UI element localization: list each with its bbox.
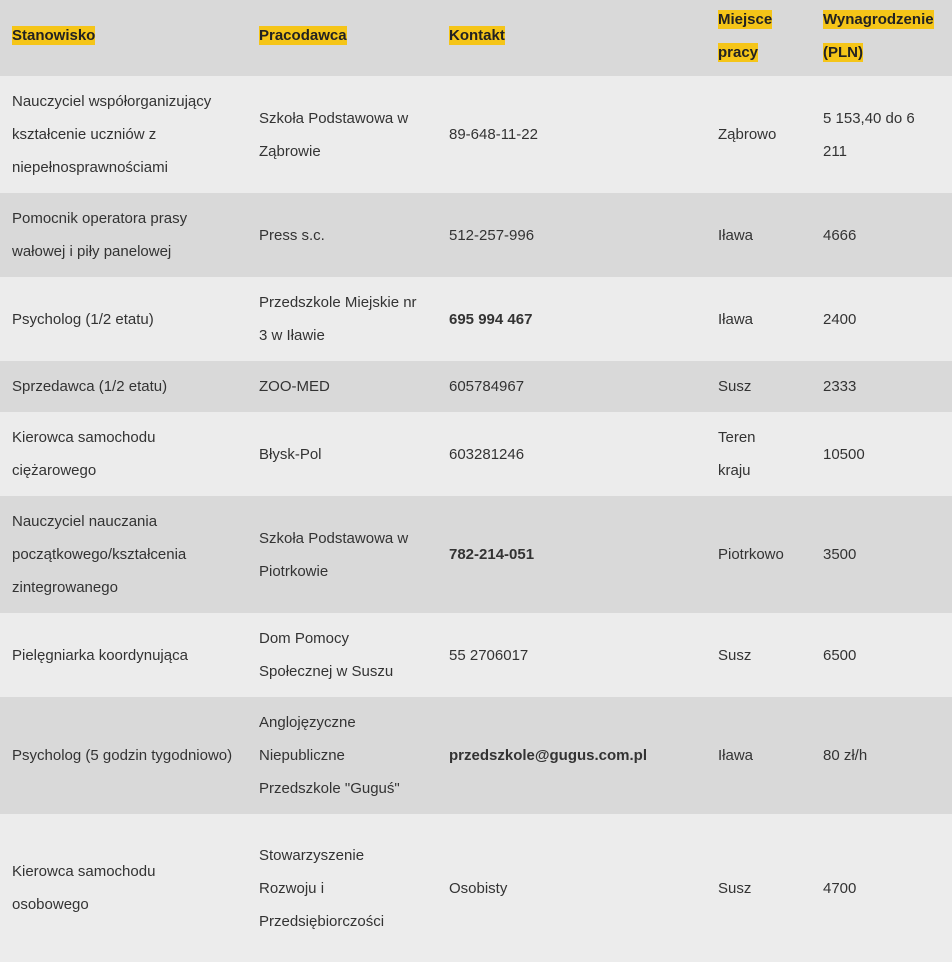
header-contact: Kontakt bbox=[449, 27, 505, 44]
cell-position: Nauczyciel nauczania początkowego/kształcenia zintegrowanego bbox=[12, 513, 187, 596]
cell-contact: 89-648-11-22 bbox=[449, 126, 538, 143]
table-header bbox=[0, 0, 952, 76]
table-row bbox=[0, 361, 952, 412]
table-row bbox=[0, 697, 952, 814]
table-row bbox=[0, 496, 952, 613]
table-row bbox=[0, 76, 952, 193]
cell-position: Sprzedawca (1/2 etatu) bbox=[12, 378, 168, 395]
cell-salary: 5 153,40 do 6 211 bbox=[823, 109, 915, 160]
cell-salary: 2333 bbox=[823, 378, 857, 395]
cell-location: Susz bbox=[718, 879, 752, 897]
cell-employer: Przedszkole Miejskie nr 3 w Iławie bbox=[259, 294, 417, 344]
header-position: Stanowisko bbox=[12, 27, 96, 44]
cell-salary: 4666 bbox=[823, 226, 857, 244]
cell-employer: Anglojęzyczne Niepubliczne Przedszkole "Guguś" bbox=[259, 714, 400, 797]
cell-location: Iława bbox=[718, 226, 754, 244]
table-body bbox=[0, 76, 952, 962]
cell-location: Iława bbox=[718, 747, 754, 764]
cell-location: Teren kraju bbox=[718, 429, 756, 479]
cell-position: Pielęgniarka koordynująca bbox=[12, 646, 188, 664]
cell-location: Piotrkowo bbox=[718, 546, 784, 563]
table-row bbox=[0, 613, 952, 697]
cell-contact: Osobisty bbox=[449, 879, 508, 897]
cell-employer: Stowarzyszenie Rozwoju i Przedsiębiorczości bbox=[259, 846, 385, 930]
cell-contact[interactable]: 695 994 467 bbox=[449, 310, 533, 328]
cell-location: Iława bbox=[718, 310, 754, 328]
cell-salary: 10500 bbox=[823, 445, 865, 463]
header-employer: Pracodawca bbox=[259, 27, 347, 44]
cell-employer: Szkoła Podstawowa w Ząbrowie bbox=[259, 109, 409, 160]
cell-position: Kierowca samochodu osobowego bbox=[12, 863, 156, 913]
cell-employer: Press s.c. bbox=[259, 226, 325, 244]
table-row bbox=[0, 412, 952, 496]
cell-position: Kierowca samochodu ciężarowego bbox=[12, 429, 156, 479]
cell-employer: ZOO-MED bbox=[259, 378, 330, 395]
cell-position: Nauczyciel współorganizujący kształcenie uczniów z niepełnosprawnościami bbox=[12, 93, 212, 176]
table-row bbox=[0, 193, 952, 277]
cell-salary: 6500 bbox=[823, 646, 857, 664]
cell-salary: 80 zł/h bbox=[823, 747, 868, 764]
cell-position: Psycholog (5 godzin tygodniowo) bbox=[12, 747, 233, 764]
cell-contact[interactable]: przedszkole@gugus.com.pl bbox=[449, 747, 647, 764]
table-row bbox=[0, 277, 952, 361]
cell-employer: Dom Pomocy Społecznej w Suszu bbox=[259, 630, 394, 680]
cell-position: Psycholog (1/2 etatu) bbox=[12, 310, 154, 328]
cell-contact: 512-257-996 bbox=[449, 226, 535, 244]
cell-salary: 4700 bbox=[823, 879, 857, 897]
cell-employer: Błysk-Pol bbox=[259, 445, 322, 463]
table-row bbox=[0, 814, 952, 962]
header-location: Miejsce pracy bbox=[718, 10, 773, 61]
cell-location: Susz bbox=[718, 378, 752, 395]
cell-salary: 2400 bbox=[823, 310, 857, 328]
header-row bbox=[0, 0, 952, 76]
cell-location: Susz bbox=[718, 646, 752, 664]
cell-position: Pomocnik operatora prasy wałowej i piły panelowej bbox=[12, 210, 188, 260]
cell-contact[interactable]: 782-214-051 bbox=[449, 546, 535, 563]
cell-contact: 603281246 bbox=[449, 445, 525, 463]
cell-location: Ząbrowo bbox=[718, 126, 777, 143]
cell-contact: 605784967 bbox=[449, 378, 525, 395]
cell-salary: 3500 bbox=[823, 546, 857, 563]
cell-contact: 55 2706017 bbox=[449, 646, 529, 664]
header-salary: Wynagrodzenie (PLN) bbox=[823, 10, 934, 61]
cell-employer: Szkoła Podstawowa w Piotrkowie bbox=[259, 529, 409, 580]
